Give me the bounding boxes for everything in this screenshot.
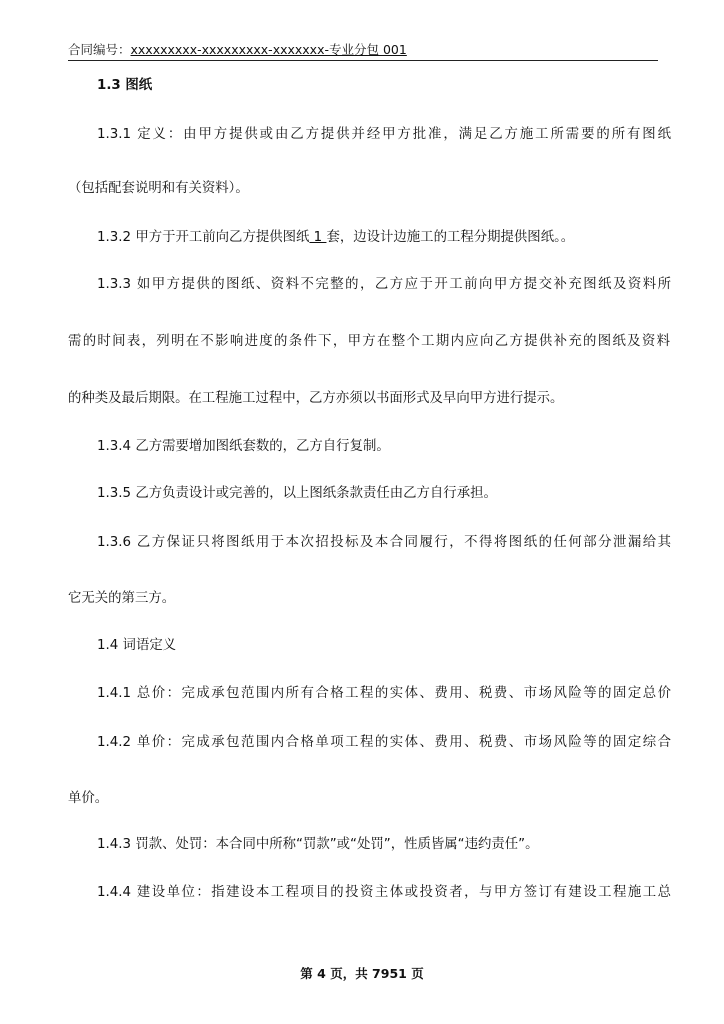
drawing-set-count: 1 (309, 230, 327, 245)
section-1-3-heading: 1.3 图纸 (97, 78, 153, 93)
clause-1-3-5-line-1: 1.3.5 乙方负责设计或完善的，以上图纸条款责任由乙方自行承担。 (97, 486, 497, 501)
clause-1-3-2-line-1 (97, 229, 671, 247)
clause-1-3-2-text-before: 1.3.2 甲方于开工前向乙方提供图纸 (97, 230, 310, 245)
clause-1-3-3-line-1: 1.3.3 如甲方提供的图纸、资料不完整的，乙方应于开工前向甲方提交补充图纸及资料所 (97, 277, 671, 292)
clause-1-4-2-line-2: 单价。 (68, 791, 109, 806)
section-1-4-heading: 1.4 词语定义 (97, 638, 177, 653)
page-header (68, 42, 658, 61)
page-footer: 第 4 页，共 7951 页 (300, 966, 424, 981)
clause-1-4-1-line-1: 1.4.1 总价：完成承包范围内所有合格工程的实体、费用、税费、市场风险等的固定总价 (97, 686, 671, 701)
clause-1-3-2-text-after: 套，边设计边施工的工程分期提供图纸。。 (326, 230, 575, 245)
clause-1-3-1-line-1: 1.3.1 定义：由甲方提供或由乙方提供并经甲方批准，满足乙方施工所需要的所有图纸 (97, 127, 671, 142)
clause-1-3-6-line-2: 它无关的第三方。 (68, 591, 176, 606)
clause-1-3-6-line-1: 1.3.6 乙方保证只将图纸用于本次招投标及本合同履行，不得将图纸的任何部分泄漏给其 (97, 535, 671, 550)
contract-number-label: 合同编号： (68, 42, 131, 57)
clause-1-3-3-line-2: 需的时间表，列明在不影响进度的条件下，甲方在整个工期内应向乙方提供补充的图纸及资料 (68, 334, 670, 349)
clause-1-3-1-line-2: （包括配套说明和有关资料）。 (68, 181, 249, 196)
clause-1-3-3-line-3: 的种类及最后期限。在工程施工过程中，乙方亦须以书面形式及早向甲方进行提示。 (68, 391, 564, 406)
contract-number-value: xxxxxxxxx-xxxxxxxxx-xxxxxxx-专业分包 001 (130, 42, 407, 57)
clause-1-4-2-line-1: 1.4.2 单价：完成承包范围内合格单项工程的实体、费用、税费、市场风险等的固定综合 (97, 735, 671, 750)
clause-1-3-4-line-1: 1.3.4 乙方需要增加图纸套数的，乙方自行复制。 (97, 439, 390, 454)
clause-1-4-4-line-1: 1.4.4 建设单位：指建设本工程项目的投资主体或投资者，与甲方签订有建设工程施工总 (97, 885, 671, 900)
clause-1-4-3-line-1: 1.4.3 罚款、处罚：本合同中所称“罚款”或“处罚”，性质皆属“违约责任”。 (97, 837, 539, 852)
